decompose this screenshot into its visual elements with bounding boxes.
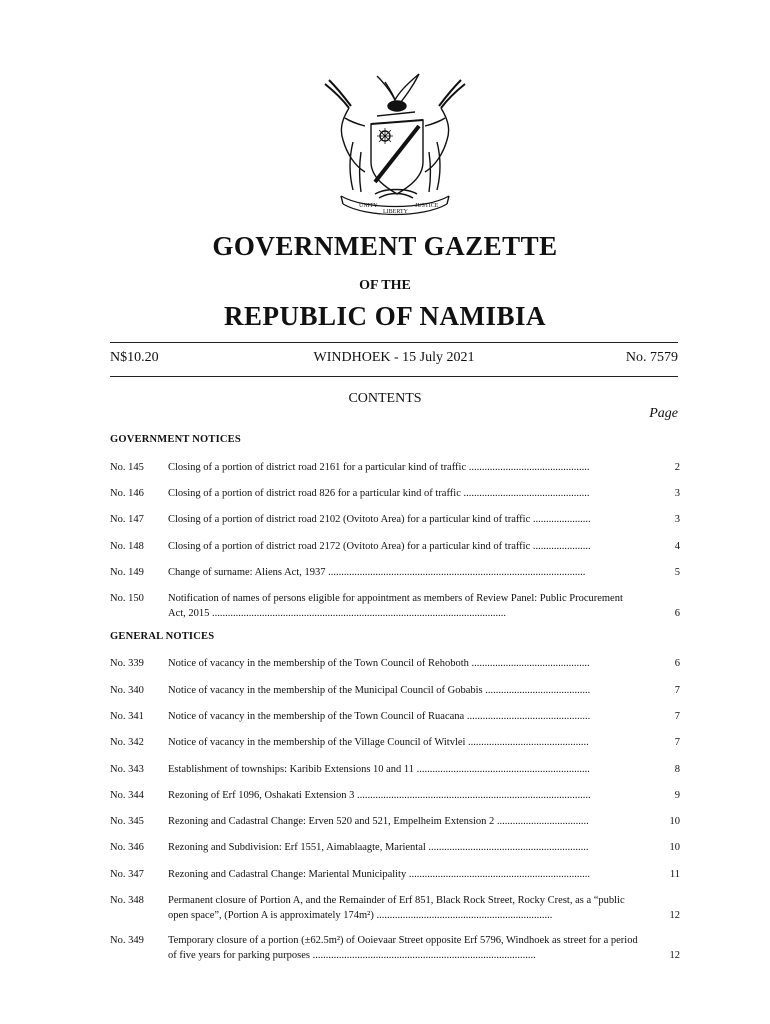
- government-notices-heading: GOVERNMENT NOTICES: [110, 434, 241, 445]
- toc-entry[interactable]: [110, 814, 680, 830]
- notice-title: Notice of vacancy in the membership of the Municipal Council of Gobabis ........................................: [168, 685, 591, 696]
- page-number: 3: [674, 488, 680, 499]
- notice-number: No. 343: [110, 764, 144, 775]
- page-number: 7: [674, 685, 680, 696]
- toc-entry[interactable]: [110, 840, 680, 856]
- page-number: 7: [674, 711, 680, 722]
- toc-entry[interactable]: [110, 709, 680, 725]
- notice-number: No. 345: [110, 816, 144, 827]
- page-number: 10: [669, 816, 680, 827]
- toc-entry[interactable]: [110, 512, 680, 528]
- republic-title: REPUBLIC OF NAMIBIA: [223, 301, 547, 331]
- bottom-divider: [110, 376, 678, 377]
- notice-number: No. 341: [110, 711, 144, 722]
- namibia-coat-of-arms-icon: [315, 62, 475, 218]
- svg-text:JUSTICE: JUSTICE: [415, 203, 439, 209]
- notice-number: No. 348: [110, 895, 144, 906]
- notice-number: No. 339: [110, 658, 144, 669]
- toc-entry[interactable]: [110, 788, 680, 804]
- toc-entry[interactable]: [110, 486, 680, 502]
- toc-entry[interactable]: [110, 683, 680, 699]
- toc-entry[interactable]: [110, 460, 680, 476]
- toc-entry[interactable]: [110, 933, 680, 964]
- page-number: 5: [674, 567, 680, 578]
- notice-title: Rezoning and Cadastral Change: Mariental Municipality .....................................................................: [168, 869, 590, 880]
- page-column-heading: Page: [649, 406, 678, 421]
- notice-title: Rezoning and Subdivision: Erf 1551, Aimablaagte, Mariental .............................................................: [168, 842, 589, 853]
- notice-title: Closing of a portion of district road 2102 (Ovitoto Area) for a particular kind of traffic ......................: [168, 514, 591, 525]
- page-number: 6: [674, 658, 680, 669]
- notice-number: No. 149: [110, 567, 144, 578]
- notice-number: No. 145: [110, 462, 144, 473]
- page-number: 8: [674, 764, 680, 775]
- notice-title: Temporary closure of a portion (±62.5m²) of Ooievaar Street opposite Erf 5796, Windhoek as street for a period of five years for parking purposes .....................................................................................: [168, 935, 638, 961]
- gazette-title: GOVERNMENT GAZETTE: [212, 231, 558, 261]
- general-notices-heading: GENERAL NOTICES: [110, 631, 215, 642]
- top-divider: [110, 342, 678, 343]
- toc-entry[interactable]: [110, 539, 680, 555]
- toc-entry[interactable]: [110, 867, 680, 883]
- toc-entry[interactable]: [110, 656, 680, 672]
- notice-title: Permanent closure of Portion A, and the Remainder of Erf 851, Black Rock Street, Rocky Crest, as a “public open space”, (Portion A is approximately 174m²) ...................................................................: [168, 895, 625, 921]
- notice-number: No. 342: [110, 737, 144, 748]
- page-number: 4: [674, 541, 680, 552]
- notice-title: Rezoning and Cadastral Change: Erven 520 and 521, Empelheim Extension 2 ...................................: [168, 816, 589, 827]
- toc-entry[interactable]: [110, 565, 680, 581]
- toc-entry[interactable]: [110, 762, 680, 778]
- contents-heading: CONTENTS: [348, 391, 422, 406]
- issue-number: No. 7579: [625, 350, 678, 365]
- svg-text:LIBERTY: LIBERTY: [383, 209, 408, 215]
- notice-number: No. 340: [110, 685, 144, 696]
- notice-number: No. 347: [110, 869, 144, 880]
- notice-title: Establishment of townships: Karibib Extensions 10 and 11 ..................................................................: [168, 764, 590, 775]
- price: N$10.20: [110, 350, 159, 365]
- page-number: 6: [674, 608, 680, 619]
- toc-entry[interactable]: [110, 893, 680, 924]
- notice-number: No. 344: [110, 790, 144, 801]
- page-number: 9: [674, 790, 680, 801]
- publication-bar: [110, 350, 678, 370]
- notice-title: Notice of vacancy in the membership of the Village Council of Witvlei ..............................................: [168, 737, 589, 748]
- notice-title: Notification of names of persons eligible for appointment as members of Review Panel: Public Procurement Act, 2015 ................................................................................................................: [168, 593, 623, 619]
- notice-title: Closing of a portion of district road 826 for a particular kind of traffic ................................................: [168, 488, 590, 499]
- page-number: 2: [674, 462, 680, 473]
- notice-title: Closing of a portion of district road 2161 for a particular kind of traffic ..............................................: [168, 462, 590, 473]
- notice-title: Notice of vacancy in the membership of the Town Council of Ruacana ...............................................: [168, 711, 591, 722]
- page-number: 11: [669, 869, 680, 880]
- notice-title: Rezoning of Erf 1096, Oshakati Extension 3 .........................................................................................: [168, 790, 591, 801]
- page-number: 10: [669, 842, 680, 853]
- page-number: 12: [669, 910, 680, 921]
- toc-entry[interactable]: [110, 591, 680, 622]
- page-number: 12: [669, 950, 680, 961]
- page-number: 3: [674, 514, 680, 525]
- notice-number: No. 147: [110, 514, 144, 525]
- notice-number: No. 349: [110, 935, 144, 946]
- notice-number: No. 150: [110, 593, 144, 604]
- notice-number: No. 346: [110, 842, 144, 853]
- svg-text:UNITY: UNITY: [359, 203, 378, 209]
- notice-number: No. 146: [110, 488, 144, 499]
- place-date: WINDHOEK - 15 July 2021: [313, 350, 475, 365]
- notice-title: Change of surname: Aliens Act, 1937 ..................................................................................................: [168, 567, 586, 578]
- page-number: 7: [674, 737, 680, 748]
- notice-title: Closing of a portion of district road 2172 (Ovitoto Area) for a particular kind of traffic ......................: [168, 541, 591, 552]
- notice-number: No. 148: [110, 541, 144, 552]
- of-the-label: OF THE: [359, 278, 411, 293]
- toc-entry[interactable]: [110, 735, 680, 751]
- notice-title: Notice of vacancy in the membership of the Town Council of Rehoboth .............................................: [168, 658, 590, 669]
